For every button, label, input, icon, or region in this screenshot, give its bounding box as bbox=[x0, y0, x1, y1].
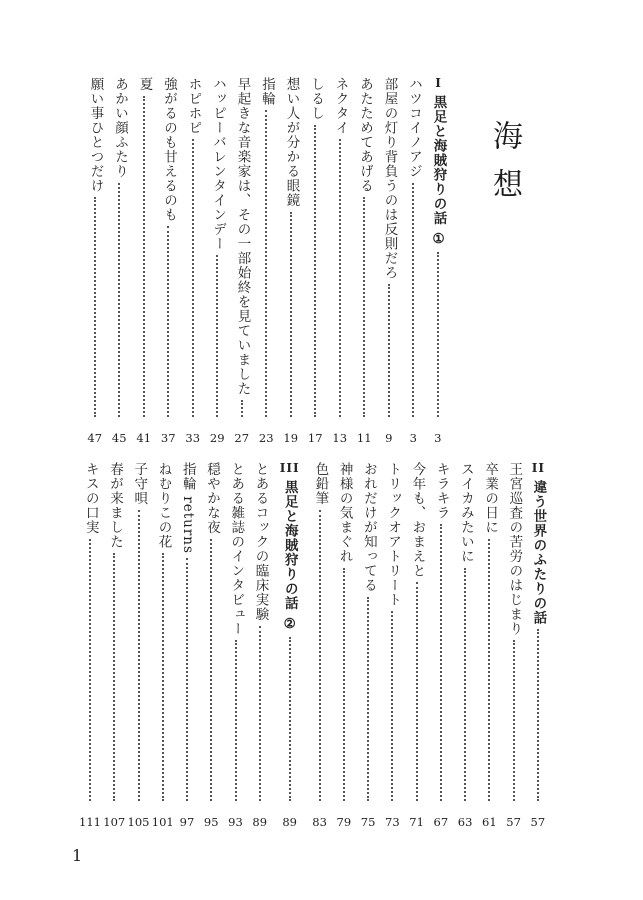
toc-entry-label: 子守唄 bbox=[131, 462, 148, 506]
toc-entry-page: 13 bbox=[332, 431, 348, 445]
toc-entry bbox=[151, 462, 175, 829]
leader-dots bbox=[259, 626, 263, 802]
toc-entry-title bbox=[108, 462, 122, 549]
toc-entry bbox=[254, 77, 279, 445]
leader-dots bbox=[241, 400, 245, 417]
toc-entry-title bbox=[531, 462, 545, 625]
toc-entry-title bbox=[113, 77, 127, 179]
toc-entry-title bbox=[309, 77, 323, 121]
leader-dots bbox=[437, 252, 441, 417]
toc-entry-label: ネクタイ bbox=[332, 77, 349, 135]
toc-entry-label: 王宮巡査の苦労のはじまり bbox=[506, 462, 523, 636]
toc-entry-label: ハツコイノアジ bbox=[406, 77, 422, 179]
toc-entry-title bbox=[137, 77, 151, 92]
toc-entry-label: 指輪 bbox=[259, 77, 275, 106]
toc-entry-label: 想い人が分かる眼鏡 bbox=[283, 77, 300, 208]
toc-entry-title bbox=[434, 462, 448, 520]
leader-dots bbox=[113, 553, 117, 801]
toc-entry-page: 79 bbox=[336, 815, 352, 829]
toc-entry-label: しるし bbox=[308, 77, 324, 121]
toc-entry-page: 101 bbox=[151, 815, 174, 829]
toc-entry-label: とある雑誌のインタビュー bbox=[228, 462, 245, 636]
toc-entry-title bbox=[280, 462, 300, 633]
toc-entry-title bbox=[229, 462, 243, 636]
toc-entry bbox=[401, 77, 426, 445]
toc-entry bbox=[429, 462, 453, 829]
toc-entry bbox=[332, 462, 356, 829]
toc-section-1 bbox=[78, 77, 450, 445]
toc-entry-label: 早起きな音楽家は、その一部始終を見ていました bbox=[234, 77, 251, 396]
toc-entry bbox=[303, 77, 328, 445]
toc-entry-title bbox=[205, 462, 219, 535]
toc-entry-label: ねむりこの花 bbox=[155, 462, 172, 549]
toc-entry-label: キスの口実 bbox=[82, 462, 99, 535]
toc-entry-label: 神様の気まぐれ bbox=[336, 462, 353, 564]
toc-entry-page: 57 bbox=[530, 815, 546, 829]
toc-entry-title bbox=[235, 77, 249, 396]
leader-dots bbox=[118, 183, 122, 418]
leader-dots bbox=[162, 553, 166, 801]
toc-entry-page: 41 bbox=[136, 431, 152, 445]
leader-dots bbox=[440, 524, 444, 801]
leader-dots bbox=[339, 139, 343, 417]
toc-section-2 bbox=[78, 462, 550, 829]
toc-entry bbox=[132, 77, 157, 445]
toc-entry-page: 89 bbox=[282, 815, 298, 829]
toc-entry-page: 9 bbox=[385, 431, 393, 445]
toc-entry-label: 黒足と海賊狩りの話 ① bbox=[430, 95, 447, 249]
toc-entry-page: 105 bbox=[127, 815, 150, 829]
toc-entry-title bbox=[211, 77, 225, 251]
toc-entry-title bbox=[253, 462, 267, 622]
toc-entry-title bbox=[361, 462, 375, 593]
toc-entry-title bbox=[410, 462, 424, 578]
toc-entry-label: おれだけが知ってる bbox=[360, 462, 377, 593]
toc-entry-label: 色鉛筆 bbox=[312, 462, 329, 506]
page-number: 1 bbox=[72, 846, 83, 865]
toc-entry-title bbox=[382, 77, 396, 280]
toc-entry-label: 指輪 returns bbox=[179, 462, 196, 554]
leader-dots bbox=[216, 255, 220, 417]
toc-entry bbox=[199, 462, 223, 829]
toc-entry-page: 89 bbox=[252, 815, 268, 829]
toc-entry bbox=[426, 77, 451, 445]
toc-entry-page: 3 bbox=[434, 431, 442, 445]
toc-entry-title bbox=[88, 77, 102, 193]
toc-entry-title bbox=[333, 77, 347, 135]
toc-entry-page: 107 bbox=[103, 815, 126, 829]
toc-entry bbox=[126, 462, 150, 829]
toc-entry-page: 17 bbox=[307, 431, 323, 445]
leader-dots bbox=[289, 637, 293, 801]
leader-dots bbox=[412, 183, 416, 418]
toc-entry bbox=[380, 462, 404, 829]
toc-entry-page: 45 bbox=[111, 431, 127, 445]
toc-entry-label: トリックオアトリート bbox=[385, 462, 402, 607]
toc-entry bbox=[230, 77, 255, 445]
toc-entry-page: 97 bbox=[179, 815, 195, 829]
toc-entry-title bbox=[83, 462, 97, 535]
toc-entry-title bbox=[156, 462, 170, 549]
toc-entry-page: 33 bbox=[185, 431, 201, 445]
toc-entry bbox=[272, 462, 308, 829]
toc-entry bbox=[78, 462, 102, 829]
toc-entry-title bbox=[132, 462, 146, 506]
toc-entry-page: 11 bbox=[356, 431, 372, 445]
toc-entry bbox=[223, 462, 247, 829]
toc-entry bbox=[377, 77, 402, 445]
toc-entry-title bbox=[186, 77, 200, 135]
toc-entry-title bbox=[386, 462, 400, 607]
toc-entry-label: ホピホピ bbox=[185, 77, 202, 135]
toc-entry bbox=[526, 462, 550, 829]
leader-dots bbox=[186, 558, 190, 801]
leader-dots bbox=[167, 226, 171, 417]
toc-entry-page: 63 bbox=[457, 815, 473, 829]
toc-entry bbox=[156, 77, 181, 445]
toc-entry-label: ハッピーバレンタインデー bbox=[210, 77, 226, 251]
toc-entry-label: スイカみたいに bbox=[457, 462, 474, 564]
toc-entry-label: 強がるのも甘えるのも bbox=[161, 77, 177, 222]
toc-entry-label: 願い事ひとつだけ bbox=[87, 77, 104, 193]
toc-entry bbox=[181, 77, 206, 445]
toc-entry-label: 今年も、おまえと bbox=[409, 462, 426, 578]
toc-entry bbox=[352, 77, 377, 445]
toc-entry-page: 29 bbox=[209, 431, 225, 445]
toc-entry-page: 83 bbox=[312, 815, 327, 829]
toc-entry-label: 部屋の灯り背負うのは反則だろ bbox=[381, 77, 398, 280]
toc-entry-label: あたためてあげる bbox=[357, 77, 373, 193]
toc-entry bbox=[175, 462, 199, 829]
toc-entry-title bbox=[458, 462, 472, 564]
part-numeral: I bbox=[435, 76, 442, 90]
leader-dots bbox=[367, 597, 371, 802]
toc-entry-title bbox=[284, 77, 298, 208]
toc-entry-title bbox=[431, 77, 445, 248]
leader-dots bbox=[488, 539, 492, 802]
leader-dots bbox=[388, 284, 392, 417]
toc-entry-label: 春が来ました bbox=[107, 462, 123, 549]
leader-dots bbox=[210, 539, 214, 802]
toc-entry-page: 95 bbox=[203, 815, 219, 829]
toc-entry-page: 23 bbox=[258, 431, 274, 445]
leader-dots bbox=[343, 568, 347, 802]
toc-entry-page: 73 bbox=[385, 815, 400, 829]
toc-entry-title bbox=[507, 462, 521, 636]
toc-entry bbox=[453, 462, 477, 829]
toc-entry bbox=[248, 462, 272, 829]
toc-entry-page: 57 bbox=[506, 815, 521, 829]
leader-dots bbox=[513, 640, 517, 801]
toc-entry-page: 61 bbox=[482, 815, 497, 829]
part-numeral: III bbox=[279, 461, 300, 475]
toc-entry-page: 75 bbox=[360, 815, 376, 829]
toc-entry bbox=[328, 77, 353, 445]
leader-dots bbox=[537, 629, 541, 801]
toc-entry bbox=[279, 77, 304, 445]
toc-entry-label: キラキラ bbox=[433, 462, 450, 520]
leader-dots bbox=[319, 510, 323, 802]
toc-entry-page: 71 bbox=[409, 815, 424, 829]
toc-entry bbox=[477, 462, 501, 829]
toc-entry-page: 37 bbox=[160, 431, 176, 445]
leader-dots bbox=[363, 197, 367, 417]
leader-dots bbox=[143, 96, 147, 418]
toc-entry-page: 27 bbox=[234, 431, 250, 445]
toc-entry bbox=[405, 462, 429, 829]
toc-entry-label: 夏 bbox=[136, 77, 153, 92]
toc-entry-page: 19 bbox=[283, 431, 299, 445]
leader-dots bbox=[89, 539, 93, 802]
toc-entry-page: 67 bbox=[433, 815, 449, 829]
toc-entry-title bbox=[337, 462, 351, 564]
toc-entry-label: 卒業の日に bbox=[482, 462, 499, 535]
toc-entry-page: 3 bbox=[409, 431, 417, 445]
toc-entry-title bbox=[260, 77, 274, 106]
toc-entry-title bbox=[162, 77, 176, 222]
toc-entry-label: 黒足と海賊狩りの話 ② bbox=[281, 480, 298, 634]
toc-entry-page: 93 bbox=[228, 815, 243, 829]
leader-dots bbox=[138, 510, 142, 802]
toc-entry-title bbox=[358, 77, 372, 193]
toc-entry bbox=[107, 77, 132, 445]
leader-dots bbox=[192, 139, 196, 417]
toc-entry-title bbox=[313, 462, 327, 506]
part-numeral: II bbox=[531, 461, 545, 475]
leader-dots bbox=[416, 582, 420, 801]
toc-entry-title bbox=[483, 462, 497, 535]
leader-dots bbox=[94, 197, 98, 417]
leader-dots bbox=[290, 212, 294, 418]
toc-entry-label: 穏やかな夜 bbox=[204, 462, 220, 535]
toc-entry bbox=[83, 77, 108, 445]
leader-dots bbox=[235, 640, 239, 801]
toc-entry-label: とあるコックの臨床実験 bbox=[252, 462, 269, 622]
toc-entry-label: 違う世界のふたりの話 bbox=[530, 480, 547, 625]
toc-entry bbox=[502, 462, 526, 829]
toc-entry bbox=[205, 77, 230, 445]
toc-entry-title bbox=[180, 462, 194, 554]
toc-entry-label: あかい顔ふたり bbox=[112, 77, 128, 179]
leader-dots bbox=[265, 110, 269, 417]
toc-entry-title bbox=[407, 77, 421, 179]
leader-dots bbox=[464, 568, 468, 802]
toc-entry-page: 47 bbox=[87, 431, 103, 445]
toc-entry bbox=[308, 462, 332, 829]
toc-entry bbox=[102, 462, 126, 829]
leader-dots bbox=[314, 125, 318, 418]
toc-entry bbox=[356, 462, 380, 829]
toc-entry-page: 111 bbox=[79, 815, 101, 829]
page-title: 海想 bbox=[487, 120, 522, 216]
leader-dots bbox=[391, 611, 395, 801]
